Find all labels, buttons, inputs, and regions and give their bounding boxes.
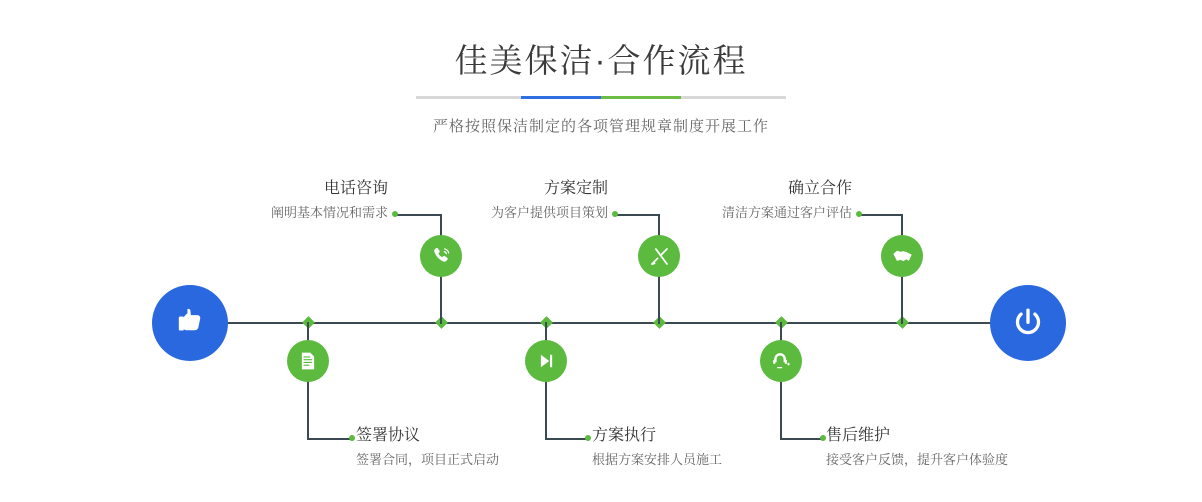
- connector-line: [307, 438, 351, 440]
- step-icon-5: [881, 235, 923, 277]
- page-subtitle: 严格按照保洁制定的各项管理规章制度开展工作: [432, 118, 769, 135]
- step-title: 方案执行: [592, 427, 657, 444]
- connector-line: [545, 438, 587, 440]
- connector-tip-dot: [585, 435, 591, 441]
- power-icon: [1010, 305, 1046, 341]
- step-icon-3: [638, 235, 680, 277]
- step-icon-6: [760, 340, 802, 382]
- timeline-start-node: [152, 285, 228, 361]
- connector-line: [780, 438, 822, 440]
- step-desc: 接受客户反馈，提升客户体验度: [826, 452, 1009, 467]
- pen-ruler-icon: [648, 245, 671, 268]
- step-desc: 为客户提供项目策划: [490, 205, 608, 220]
- connector-line: [860, 214, 903, 216]
- step-icon-2: [287, 340, 329, 382]
- connector-tip-dot: [856, 211, 862, 217]
- divider-green-segment: [601, 96, 681, 99]
- step-title: 售后维护: [826, 427, 891, 444]
- customer-service-icon: [770, 350, 792, 372]
- divider-blue-segment: [521, 96, 601, 99]
- timeline-end-node: [990, 285, 1066, 361]
- title-divider: [416, 96, 786, 99]
- step-desc: 清洁方案通过客户评估: [721, 205, 852, 220]
- step-desc: 阐明基本情况和需求: [270, 205, 388, 220]
- play-forward-icon: [535, 350, 557, 372]
- page-title: 佳美保洁·合作流程: [454, 42, 748, 79]
- document-edit-icon: [297, 350, 319, 372]
- step-desc: 签署合同，项目正式启动: [356, 452, 500, 467]
- step-title: 方案定制: [543, 180, 608, 197]
- step-title: 确立合作: [787, 180, 852, 197]
- page-header: [0, 0, 1202, 136]
- connector-tip-dot: [349, 435, 355, 441]
- step-label-6: [826, 425, 1156, 471]
- thumbs-up-icon: [173, 306, 207, 340]
- step-desc: 根据方案安排人员施工: [592, 452, 723, 467]
- step-icon-1: [420, 235, 462, 277]
- step-title: 签署协议: [356, 427, 421, 444]
- phone-call-icon: [430, 245, 453, 268]
- step-icon-4: [525, 340, 567, 382]
- process-timeline: [0, 150, 1202, 502]
- step-title: 电话咨询: [323, 180, 388, 197]
- handshake-icon: [891, 245, 914, 268]
- step-label-5: [564, 178, 852, 224]
